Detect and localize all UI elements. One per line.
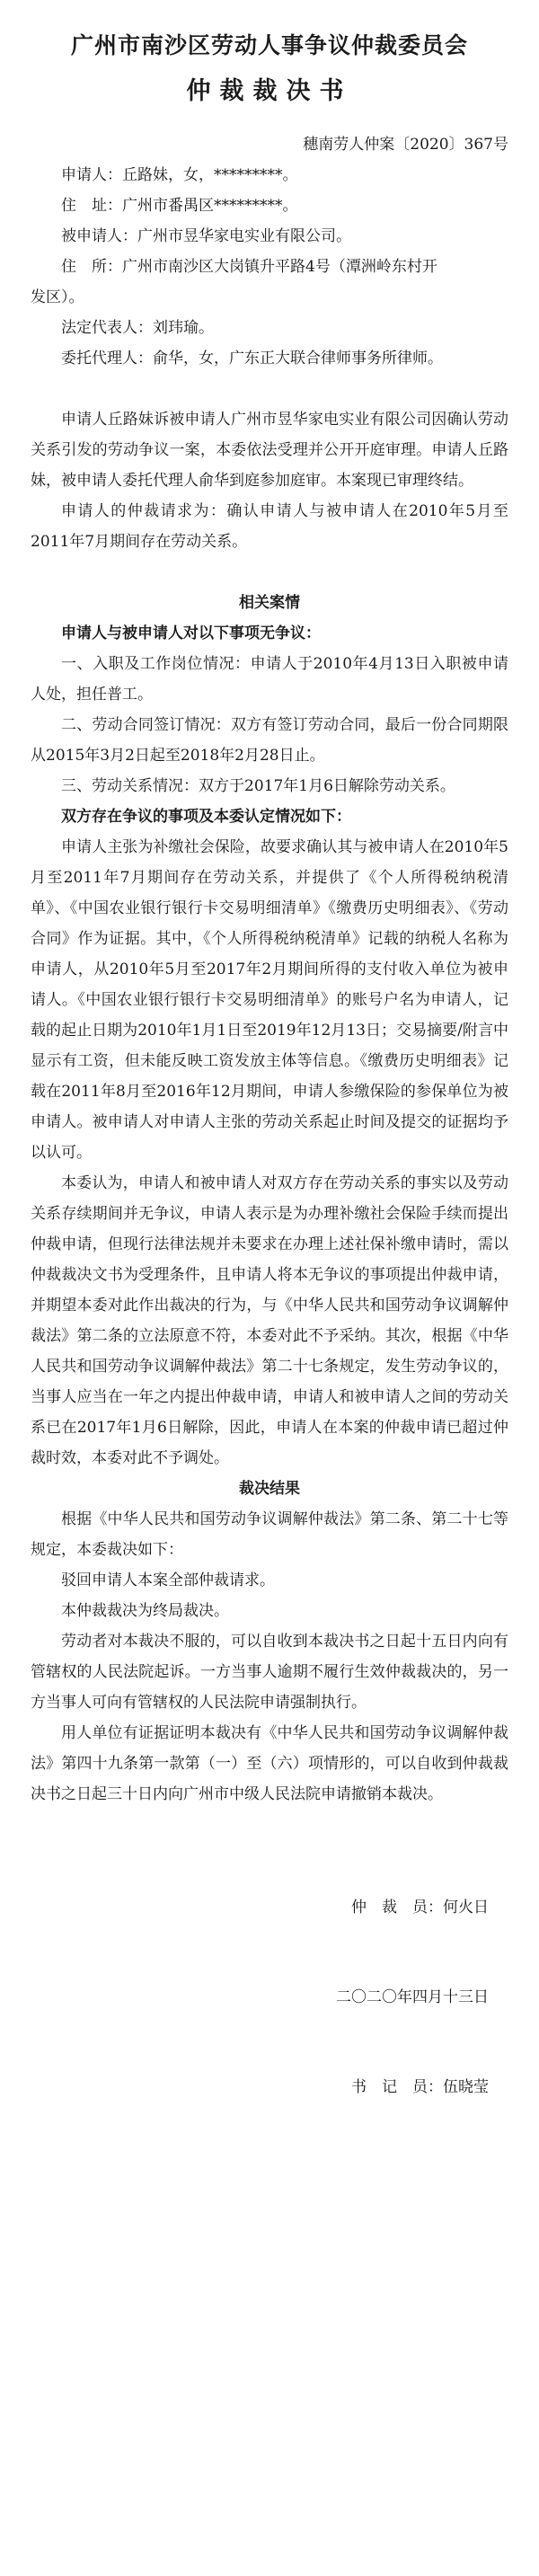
arbitrator-signature: 仲 裁 员：何火日 bbox=[351, 1899, 489, 1917]
ruling-section bbox=[31, 1474, 508, 1810]
intro-section bbox=[31, 404, 508, 557]
facts-section bbox=[31, 588, 508, 1474]
undisputed-heading: 申请人与被申请人对以下事项无争议： bbox=[61, 624, 321, 642]
ruling-paragraph: 驳回申请人本案全部仲裁请求。 bbox=[61, 1571, 275, 1589]
legal-representative-line: 法定代表人：刘玮瑜。 bbox=[61, 319, 214, 337]
spacer bbox=[31, 2013, 508, 2072]
claim-paragraph: 申请人的仲裁请求为：确认申请人与被申请人在2010年5月至2011年7月期间存在劳动关系。 bbox=[31, 502, 508, 551]
ruling-paragraph: 劳动者对本裁决不服的，可以自收到本裁决书之日起十五日内向有管辖权的人民法院起诉。一方当事人逾期不履行生效仲裁裁决的，另一方当事人可向有管辖权的人民法院申请强制执行。 bbox=[31, 1633, 508, 1712]
ruling-paragraph: 用人单位有证据证明本裁决有《中华人民共和国劳动争议调解仲裁法》第四十九条第一款第（一）至（六）项情形的，可以自收到仲裁裁决书之日起三十日内向广州市中级人民法院申请撤销本裁决。 bbox=[31, 1724, 508, 1803]
respondent-line: 被申请人：广州市昱华家电实业有限公司。 bbox=[61, 227, 351, 245]
facts-heading: 相关案情 bbox=[239, 594, 300, 612]
spacer bbox=[31, 557, 508, 588]
disputed-paragraph: 申请人主张为补缴社会保险，故要求确认其与被申请人在2010年5月至2011年7月期间存在劳动关系，并提供了《个人所得税纳税清单》、《中国农业银行银行卡交易明细清单》《缴费历史明细表》、《劳动合同》作为证据。其中，《个人所得税纳税清单》记载的纳税人名称为申请人，从2010年5月至2017年2月期间所得的支付收入单位为被申请人。《中国农业银行银行卡交易明细清单》的账号户名为申请人，记载的起止日期为2010年1月1日至2019年12月13日；交易摘要/附言中显示有工资，但未能反映工资发放主体等信息。《缴费历史明细表》记载在2011年8月至2016年12月期间，申请人参缴保险的参保单位为被申请人。被申请人对申请人主张的劳动关系起止时间及提交的证据均予以认可。 bbox=[31, 838, 508, 1162]
applicant-address-line: 住 址：广州市番禺区*********。 bbox=[61, 197, 298, 215]
ruling-heading: 裁决结果 bbox=[239, 1480, 300, 1498]
document-title: 仲裁裁决书 bbox=[186, 77, 353, 105]
undisputed-item: 三、劳动关系情况：双方于2017年1月6日解除劳动关系。 bbox=[61, 777, 455, 795]
signature-section bbox=[31, 1892, 508, 2102]
committee-opinion-paragraph: 本委认为，申请人和被申请人对双方存在劳动关系的事实以及劳动关系存续期间并无争议，申请人表示是为办理补缴社会保险手续而提出仲裁申请，但现行法律法规并未要求在办理上述社保补缴申请时，需以仲裁裁决文书为受理条件，且申请人将本无争议的事项提出仲裁申请，并期望本委对此作出裁决的行为，与《中华人民共和国劳动争议调解仲裁法》第二条的立法原意不符，本委对此不予采纳。其次，根据《中华人民共和国劳动争议调解仲裁法》第二十七条规定，发生劳动争议的，当事人应当在一年之内提出仲裁申请，申请人和被申请人之间的劳动关系已在2017年1月6日解除，因此，申请人在本案的仲裁申请已超过仲裁时效，本委对此不予调处。 bbox=[31, 1174, 508, 1467]
disputed-heading: 双方存在争议的事项及本委认定情况如下： bbox=[61, 808, 351, 826]
respondent-address-line: 住 所：广州市南沙区大岗镇升平路4号（潭洲岭东村开 bbox=[61, 258, 437, 276]
clerk-signature: 书 记 员：伍晓莹 bbox=[351, 2078, 489, 2096]
parties-section bbox=[31, 160, 508, 374]
spacer bbox=[31, 1923, 508, 1982]
committee-title: 广州市南沙区劳动人事争议仲裁委员会 bbox=[70, 32, 468, 58]
respondent-address-continuation: 发区）。 bbox=[31, 288, 84, 306]
signature-date: 二〇二〇年四月十三日 bbox=[336, 1988, 489, 2006]
case-number: 穗南劳人仲案〔2020〕367号 bbox=[303, 136, 508, 154]
applicant-line: 申请人：丘路妹，女，*********。 bbox=[61, 166, 298, 184]
agent-line: 委托代理人：俞华，女，广东正大联合律师事务所律师。 bbox=[61, 350, 443, 367]
undisputed-item: 一、入职及工作岗位情况：申请人于2010年4月13日入职被申请人处，担任普工。 bbox=[31, 655, 508, 704]
undisputed-item: 二、劳动合同签订情况：双方有签订劳动合同，最后一份合同期限从2015年3月2日起至2018年2月28日止。 bbox=[31, 716, 508, 765]
ruling-paragraph: 本仲裁裁决为终局裁决。 bbox=[61, 1602, 229, 1620]
ruling-paragraph: 根据《中华人民共和国劳动争议调解仲裁法》第二条、第二十七等规定，本委裁决如下： bbox=[31, 1510, 508, 1559]
spacer bbox=[31, 1810, 508, 1892]
intro-paragraph: 申请人丘路妹诉被申请人广州市昱华家电实业有限公司因确认劳动关系引发的劳动争议一案，本委依法受理并公开开庭审理。申请人丘路妹，被申请人委托代理人俞华到庭参加庭审。本案现已审理终结。 bbox=[31, 411, 508, 490]
spacer bbox=[31, 374, 508, 404]
